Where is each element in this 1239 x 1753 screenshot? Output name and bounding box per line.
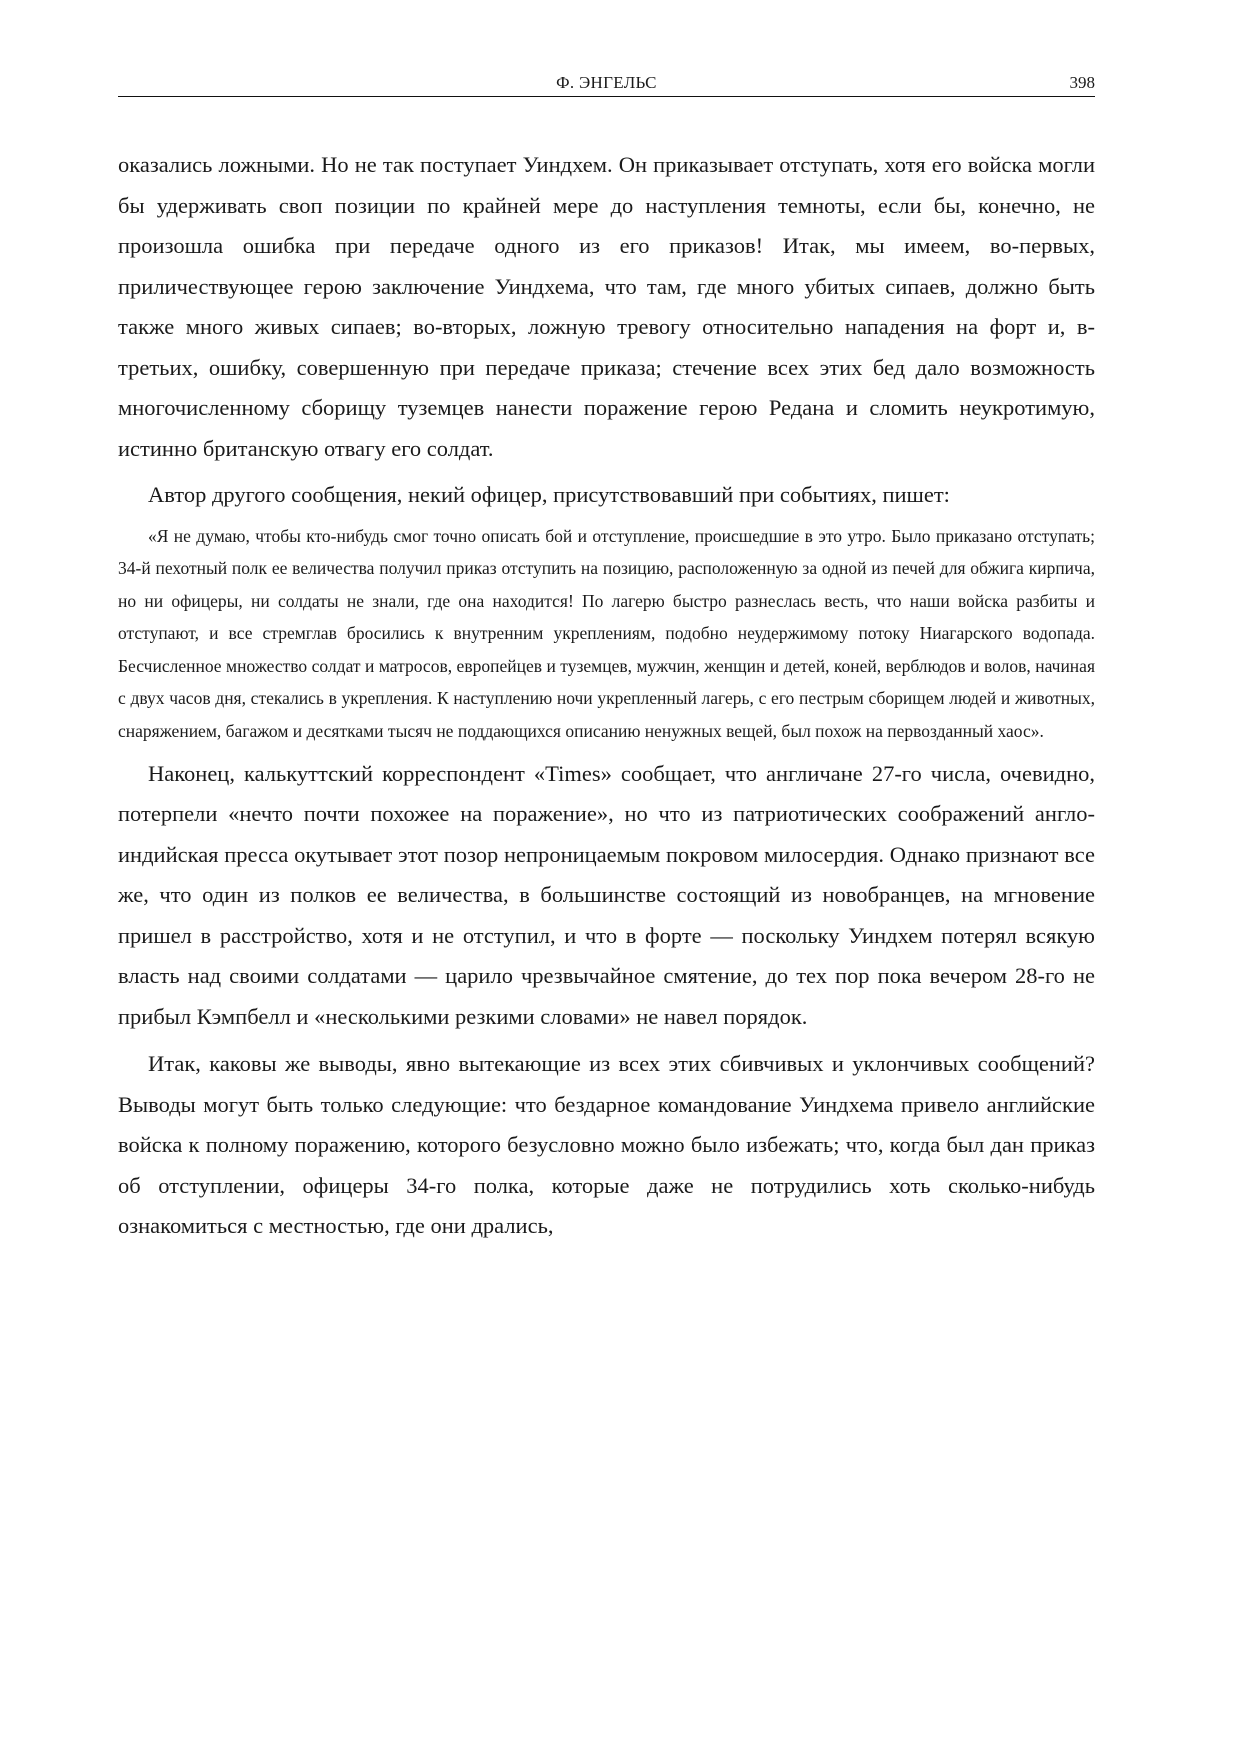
- running-header: [118, 72, 1095, 97]
- paragraph-2: Автор другого сообщения, некий офицер, присутствовавший при событиях, пишет:: [148, 482, 950, 507]
- main-text: [118, 145, 1095, 1247]
- paragraph-1: оказались ложными. Но не так поступает Уиндхем. Он приказывает отступать, хотя его войска могли бы удерживать своп позиции по крайней мере до наступления темноты, если бы, конечно, не произошла ошибка при передаче одного из его приказов! Итак, мы имеем, во-первых, приличествующее герою заключение Уиндхема, что там, где много убитых сипаев, должно быть также много живых сипаев; во-вторых, ложную тревогу относительно нападения на форт и, в-третьих, ошибку, совершенную при передаче приказа; стечение всех этих бед дало возможность многочисленному сборищу туземцев нанести поражение герою Редана и сломить неукротимую, истинно британскую отвагу его солдат.: [118, 152, 1095, 461]
- paragraph-3: Наконец, калькуттский корреспондент «Times» сообщает, что англичане 27-го числа, очевидно, потерпели «нечто почти похожее на поражение», но что из патриотических соображений англо-индийская пресса окутывает этот позор непроницаемым покровом милосердия. Однако признают все же, что один из полков ее величества, в большинстве состоящий из новобранцев, на мгновение пришел в расстройство, хотя и не отступил, и что в форте — поскольку Уиндхем потерял всякую власть над своими солдатами — царило чрезвычайное смятение, до тех пор пока вечером 28-го не прибыл Кэмпбелл и «несколькими резкими словами» не навел порядок.: [118, 760, 1095, 1029]
- page-number: 398: [1069, 73, 1095, 92]
- block-quote: «Я не думаю, чтобы кто-нибудь смог точно описать бой и отступление, происшедшие в это утро. Было приказано отступать; 34-й пехотный полк ее величества получил приказ отступить на позицию, расположенную за одной из печей для обжига кирпича, но ни офицеры, ни солдаты не знали, где она находится! По лагерю быстро разнеслась весть, что наши войска разбиты и отступают, и все стремглав бросились к внутренним укреплениям, подобно неудержимому потоку Ниагарского водопада. Бесчисленное множество солдат и матросов, европейцев и туземцев, мужчин, женщин и детей, коней, верблюдов и волов, начиная с двух часов дня, стекались в укрепления. К наступлению ночи укрепленный лагерь, с его пестрым сборищем людей и животных, снаряжением, багажом и десятками тысяч не поддающихся описанию ненужных вещей, был похож на первозданный хаос».: [118, 525, 1095, 742]
- running-title: Ф. ЭНГЕЛЬС: [556, 73, 657, 92]
- paragraph-4: Итак, каковы же выводы, явно вытекающие из всех этих сбивчивых и уклончивых сообщений? Выводы могут быть только следующие: что бездарное командование Уиндхема привело английские войска к полному поражению, которого безусловно можно было избежать; что, когда был дан приказ об отступлении, офицеры 34-го полка, которые даже не потрудились хоть сколько-нибудь ознакомиться с местностью, где они дрались,: [118, 1051, 1095, 1239]
